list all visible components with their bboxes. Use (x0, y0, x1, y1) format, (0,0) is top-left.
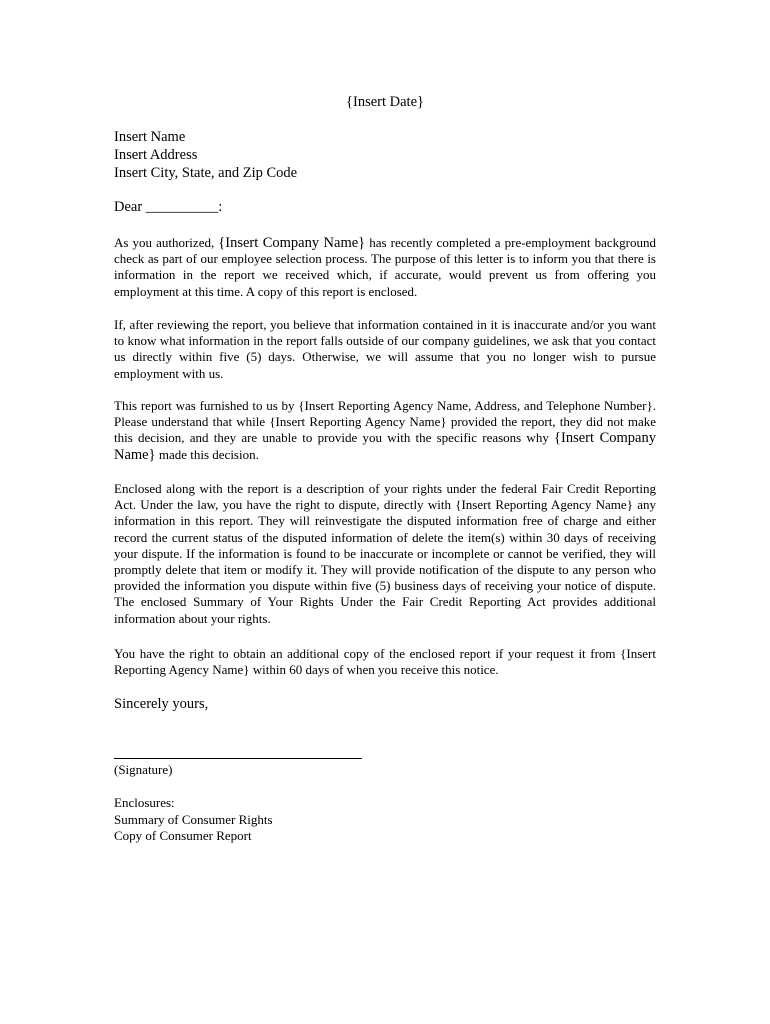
enclosure-item: Summary of Consumer Rights (114, 811, 273, 827)
recipient-address: Insert Address (114, 147, 198, 163)
letter-date: {Insert Date} (346, 94, 424, 110)
salutation: Dear __________: (114, 199, 223, 215)
paragraph-3-text-b: made this decision. (155, 446, 259, 462)
paragraph-3-company: {Insert Company Name} (114, 430, 656, 463)
signature-line (114, 758, 362, 759)
enclosures-block (114, 795, 273, 845)
signature-label: (Signature) (114, 762, 173, 777)
paragraph-3 (114, 398, 656, 463)
paragraph-3-text-a: This report was furnished to us by {Insert Reporting Agency Name, Address, and Telephone Number}. Please understand that while {Insert Reporting Agency Name} provided the report, they did not make this decision, and they are unable to provide you with the specific reasons why (114, 398, 656, 446)
paragraph-1-text-b: has recently completed a pre-employment background check as part of our employee selection process. The purpose of this letter is to inform you that there is information in the report we received which, if accurate, would prevent us from offering you employment at this time. A copy of this report is enclosed. (114, 235, 656, 299)
paragraph-1-company: {Insert Company Name} (218, 235, 366, 251)
paragraph-2: If, after reviewing the report, you believe that information contained in it is inaccurate and/or you want to know what information in the report falls outside of our company guidelines, we ask that you contact us directly within five (5) days. Otherwise, we will assume that you no longer wish to pursue employment with us. (114, 317, 656, 381)
enclosures-heading: Enclosures: (114, 795, 175, 810)
recipient-name: Insert Name (114, 129, 186, 145)
paragraph-1 (114, 235, 656, 300)
paragraph-4: Enclosed along with the report is a description of your rights under the federal Fair Credit Reporting Act. Under the law, you have the right to dispute, directly with {Insert Reporting Agency Name} any information in this report. They will reinvestigate the disputed information free of charge and either record the current status of the disputed information of delete the item(s) within 30 days of receiving your dispute. If the information is found to be inaccurate or incomplete or cannot be verified, they will promptly delete that item or modify it. They will provide notification of the dispute to any person who provided the information you dispute within five (5) business days of receiving your notice of dispute. The enclosed Summary of Your Rights Under the Fair Credit Reporting Act provides additional information about your rights. (114, 481, 656, 626)
paragraph-1-text-a: As you authorized, (114, 235, 219, 250)
recipient-address-block (114, 128, 297, 182)
paragraph-5: You have the right to obtain an additional copy of the enclosed report if your request it from {Insert Reporting Agency Name} within 60 days of when you receive this notice. (114, 646, 656, 678)
enclosure-item: Copy of Consumer Report (114, 828, 252, 843)
closing: Sincerely yours, (114, 696, 209, 712)
recipient-city-state-zip: Insert City, State, and Zip Code (114, 165, 298, 181)
